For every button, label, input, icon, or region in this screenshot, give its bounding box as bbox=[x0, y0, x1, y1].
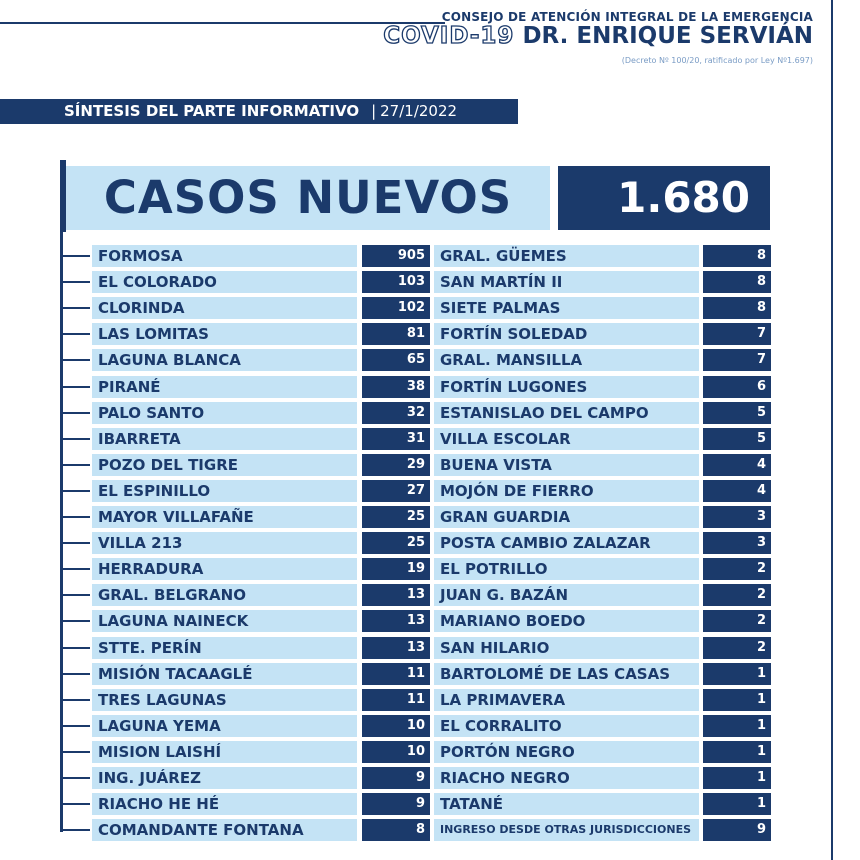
locality-cases: 8 bbox=[362, 819, 430, 841]
tree-tick bbox=[60, 255, 90, 257]
tree-tick bbox=[60, 725, 90, 727]
locality-name: LA PRIMAVERA bbox=[434, 689, 699, 711]
locality-cases: 9 bbox=[362, 793, 430, 815]
locality-cases: 1 bbox=[703, 741, 771, 763]
header-doctor-name: DR. ENRIQUE SERVIÁN bbox=[522, 23, 813, 49]
locality-name: LAGUNA YEMA bbox=[92, 715, 357, 737]
tree-tick bbox=[60, 803, 90, 805]
tree-tick bbox=[60, 829, 90, 831]
locality-cases: 8 bbox=[703, 297, 771, 319]
tree-tick bbox=[60, 620, 90, 622]
header-council-title: CONSEJO DE ATENCIÓN INTEGRAL DE LA EMERGENCIA bbox=[441, 10, 813, 24]
locality-name: FORTÍN SOLEDAD bbox=[434, 323, 699, 345]
locality-name: INGRESO DESDE OTRAS JURISDICCIONES bbox=[434, 819, 699, 841]
locality-name: GRAL. BELGRANO bbox=[92, 584, 357, 606]
locality-name: BARTOLOMÉ DE LAS CASAS bbox=[434, 663, 699, 685]
locality-name: PIRANÉ bbox=[92, 376, 357, 398]
locality-name: GRAN GUARDIA bbox=[434, 506, 699, 528]
tree-tick bbox=[60, 594, 90, 596]
locality-name: LAGUNA NAINECK bbox=[92, 610, 357, 632]
locality-name: VILLA 213 bbox=[92, 532, 357, 554]
locality-name: SAN MARTÍN II bbox=[434, 271, 699, 293]
locality-cases: 2 bbox=[703, 558, 771, 580]
locality-name: POZO DEL TIGRE bbox=[92, 454, 357, 476]
locality-name: TRES LAGUNAS bbox=[92, 689, 357, 711]
locality-name: LAS LOMITAS bbox=[92, 323, 357, 345]
locality-cases: 81 bbox=[362, 323, 430, 345]
tree-tick bbox=[60, 542, 90, 544]
locality-name: POSTA CAMBIO ZALAZAR bbox=[434, 532, 699, 554]
locality-name: RIACHO HE HÉ bbox=[92, 793, 357, 815]
locality-name: EL CORRALITO bbox=[434, 715, 699, 737]
locality-cases: 1 bbox=[703, 767, 771, 789]
locality-cases: 38 bbox=[362, 376, 430, 398]
locality-name: STTE. PERÍN bbox=[92, 637, 357, 659]
locality-name: MISION LAISHÍ bbox=[92, 741, 357, 763]
locality-cases: 25 bbox=[362, 532, 430, 554]
locality-name: HERRADURA bbox=[92, 558, 357, 580]
locality-name: MISIÓN TACAAGLÉ bbox=[92, 663, 357, 685]
tree-tick bbox=[60, 647, 90, 649]
summary-banner-separator: | bbox=[371, 102, 377, 120]
locality-cases: 13 bbox=[362, 584, 430, 606]
locality-cases: 31 bbox=[362, 428, 430, 450]
locality-cases: 27 bbox=[362, 480, 430, 502]
locality-cases: 29 bbox=[362, 454, 430, 476]
locality-name: IBARRETA bbox=[92, 428, 357, 450]
tree-tick bbox=[60, 777, 90, 779]
locality-cases: 1 bbox=[703, 689, 771, 711]
tree-tick bbox=[60, 412, 90, 414]
tree-tick bbox=[60, 464, 90, 466]
locality-name: MAYOR VILLAFAÑE bbox=[92, 506, 357, 528]
locality-name: TATANÉ bbox=[434, 793, 699, 815]
header-top-rule bbox=[0, 22, 445, 24]
locality-cases: 11 bbox=[362, 663, 430, 685]
new-cases-total: 1.680 bbox=[558, 166, 770, 230]
tree-connector-line bbox=[60, 232, 63, 832]
locality-name: ESTANISLAO DEL CAMPO bbox=[434, 402, 699, 424]
tree-tick bbox=[60, 516, 90, 518]
locality-name: GRAL. MANSILLA bbox=[434, 349, 699, 371]
locality-cases: 4 bbox=[703, 480, 771, 502]
locality-name: EL COLORADO bbox=[92, 271, 357, 293]
locality-cases: 7 bbox=[703, 323, 771, 345]
locality-cases: 102 bbox=[362, 297, 430, 319]
tree-tick bbox=[60, 307, 90, 309]
locality-cases: 4 bbox=[703, 454, 771, 476]
locality-name: PALO SANTO bbox=[92, 402, 357, 424]
header-decree: (Decreto Nº 100/20, ratificado por Ley Nº1.697) bbox=[621, 56, 813, 65]
tree-tick bbox=[60, 751, 90, 753]
tree-tick bbox=[60, 386, 90, 388]
tree-tick bbox=[60, 281, 90, 283]
locality-cases: 905 bbox=[362, 245, 430, 267]
locality-name: VILLA ESCOLAR bbox=[434, 428, 699, 450]
locality-cases: 8 bbox=[703, 271, 771, 293]
locality-name: COMANDANTE FONTANA bbox=[92, 819, 357, 841]
locality-cases: 13 bbox=[362, 637, 430, 659]
locality-name: SIETE PALMAS bbox=[434, 297, 699, 319]
tree-tick bbox=[60, 673, 90, 675]
locality-cases: 9 bbox=[362, 767, 430, 789]
locality-cases: 7 bbox=[703, 349, 771, 371]
locality-cases: 13 bbox=[362, 610, 430, 632]
new-cases-label: CASOS NUEVOS bbox=[66, 166, 550, 230]
locality-cases: 2 bbox=[703, 584, 771, 606]
locality-cases: 2 bbox=[703, 610, 771, 632]
locality-name: SAN HILARIO bbox=[434, 637, 699, 659]
tree-tick bbox=[60, 359, 90, 361]
locality-name: FORMOSA bbox=[92, 245, 357, 267]
summary-banner-label: SÍNTESIS DEL PARTE INFORMATIVO bbox=[64, 102, 360, 120]
tree-tick bbox=[60, 438, 90, 440]
locality-cases: 19 bbox=[362, 558, 430, 580]
locality-name: LAGUNA BLANCA bbox=[92, 349, 357, 371]
summary-banner-date: 27/1/2022 bbox=[380, 102, 458, 120]
locality-name: EL ESPINILLO bbox=[92, 480, 357, 502]
locality-name: JUAN G. BAZÁN bbox=[434, 584, 699, 606]
locality-name: GRAL. GÜEMES bbox=[434, 245, 699, 267]
locality-cases: 10 bbox=[362, 715, 430, 737]
locality-cases: 1 bbox=[703, 715, 771, 737]
locality-cases: 25 bbox=[362, 506, 430, 528]
locality-cases: 11 bbox=[362, 689, 430, 711]
locality-cases: 9 bbox=[703, 819, 771, 841]
locality-name: FORTÍN LUGONES bbox=[434, 376, 699, 398]
locality-name: RIACHO NEGRO bbox=[434, 767, 699, 789]
header-covid-label: COVID-19 bbox=[383, 23, 515, 49]
locality-cases: 32 bbox=[362, 402, 430, 424]
locality-cases: 5 bbox=[703, 428, 771, 450]
locality-name: PORTÓN NEGRO bbox=[434, 741, 699, 763]
locality-cases: 65 bbox=[362, 349, 430, 371]
locality-cases: 1 bbox=[703, 793, 771, 815]
right-border-rule bbox=[831, 0, 833, 860]
locality-name: MARIANO BOEDO bbox=[434, 610, 699, 632]
locality-name: BUENA VISTA bbox=[434, 454, 699, 476]
locality-cases: 8 bbox=[703, 245, 771, 267]
locality-cases: 103 bbox=[362, 271, 430, 293]
header-covid-title bbox=[383, 25, 813, 48]
tree-tick bbox=[60, 568, 90, 570]
locality-name: MOJÓN DE FIERRO bbox=[434, 480, 699, 502]
locality-cases: 1 bbox=[703, 663, 771, 685]
tree-tick bbox=[60, 333, 90, 335]
locality-name: CLORINDA bbox=[92, 297, 357, 319]
tree-tick bbox=[60, 699, 90, 701]
locality-cases: 2 bbox=[703, 637, 771, 659]
locality-name: ING. JUÁREZ bbox=[92, 767, 357, 789]
locality-cases: 3 bbox=[703, 532, 771, 554]
locality-cases: 6 bbox=[703, 376, 771, 398]
locality-cases: 3 bbox=[703, 506, 771, 528]
locality-cases: 10 bbox=[362, 741, 430, 763]
locality-name: EL POTRILLO bbox=[434, 558, 699, 580]
locality-cases: 5 bbox=[703, 402, 771, 424]
tree-tick bbox=[60, 490, 90, 492]
summary-banner bbox=[0, 99, 518, 124]
